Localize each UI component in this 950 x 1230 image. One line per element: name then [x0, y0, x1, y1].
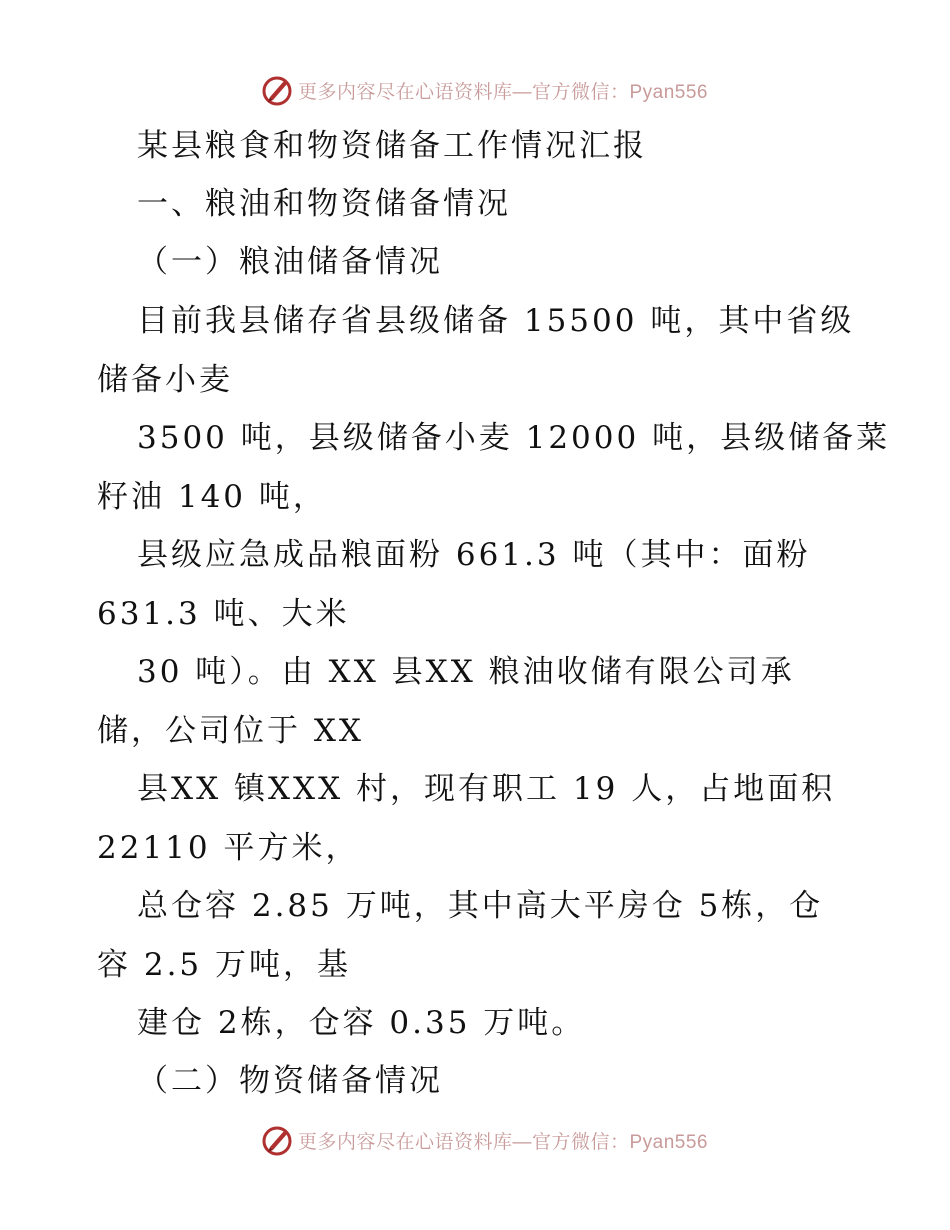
paragraph-line: 储，公司位于 XX [97, 713, 364, 749]
paragraph-line: 籽油 140 吨， [97, 479, 327, 515]
paragraph-line: 631.3 吨、大米 [97, 596, 350, 632]
paragraph-line: 容 2.5 万吨，基 [97, 947, 352, 983]
pen-logo-icon [260, 73, 294, 107]
subsection-heading-1: （一）粮油储备情况 [137, 244, 443, 280]
pen-logo-icon [260, 1123, 294, 1157]
paragraph-line: 30 吨）。由 XX 县XX 粮油收储有限公司承 [137, 654, 795, 690]
paragraph-line: 3500 吨，县级储备小麦 12000 吨，县级储备菜 [137, 420, 891, 456]
footer-banner-content [260, 1123, 708, 1157]
section-heading-1: 一、粮油和物资储备情况 [137, 186, 511, 222]
paragraph-line: 县级应急成品粮面粉 661.3 吨（其中：面粉 [137, 537, 811, 573]
footer-banner [0, 1122, 950, 1158]
document-title: 某县粮食和物资储备工作情况汇报 [137, 128, 647, 164]
header-banner-content [260, 73, 708, 107]
subsection-heading-2: （二）物资储备情况 [137, 1063, 443, 1099]
footer-banner-text: 更多内容尽在心语资料库—官方微信：Pyan556 [297, 1131, 708, 1153]
header-banner-text: 更多内容尽在心语资料库—官方微信：Pyan556 [297, 81, 708, 103]
paragraph-line: 建仓 2栋，仓容 0.35 万吨。 [137, 1005, 586, 1041]
header-banner [0, 72, 950, 108]
paragraph-line: 目前我县储存省县级储备 15500 吨，其中省级 [137, 303, 855, 339]
paragraph-line: 县XX 镇XXX 村，现有职工 19 人，占地面积 [137, 771, 836, 807]
paragraph-line: 22110 平方米， [97, 830, 360, 866]
paragraph-line: 储备小麦 [97, 362, 233, 398]
paragraph-line: 总仓容 2.85 万吨，其中高大平房仓 5栋，仓 [137, 888, 824, 924]
